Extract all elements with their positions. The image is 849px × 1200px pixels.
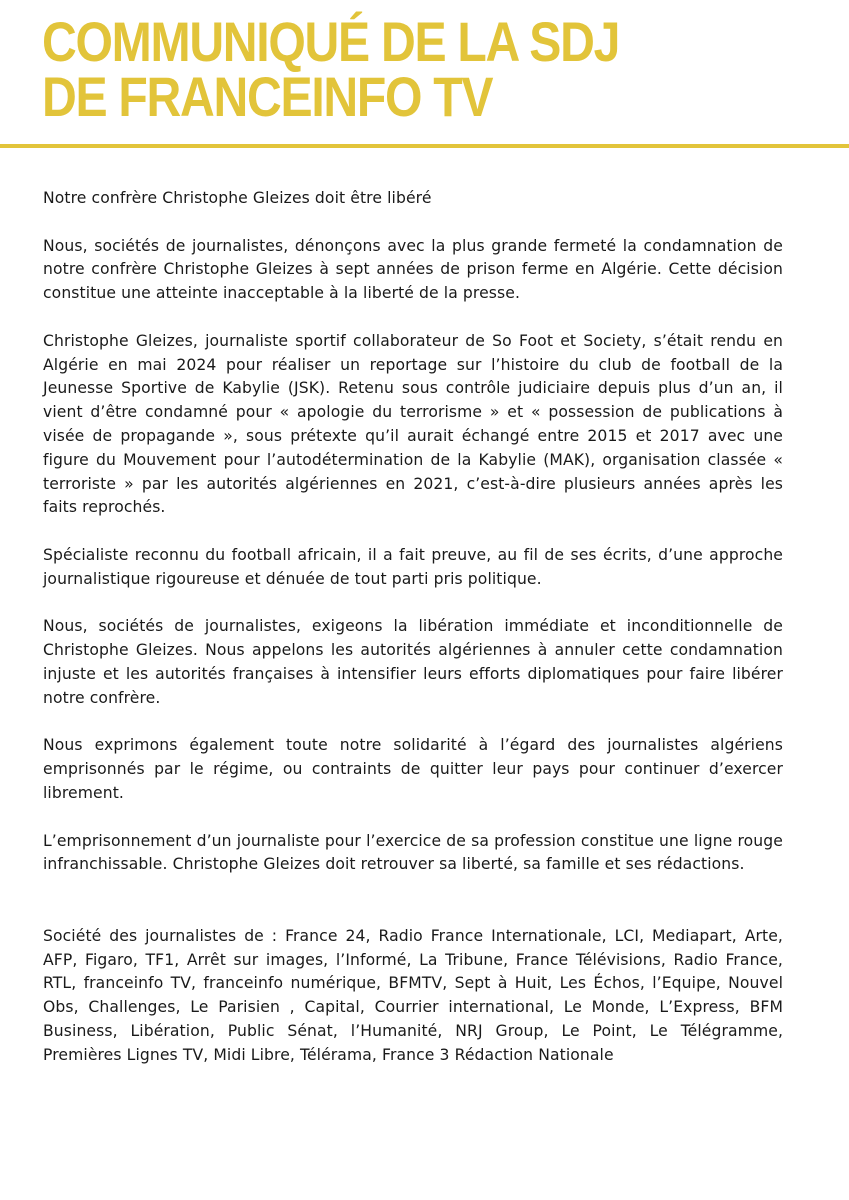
paragraph-specialist: Spécialiste reconnu du football africain, il a fait preuve, au fil de ses écrits, d’une approche journalistique rigoureuse et dénuée de tout parti pris politique.: [43, 545, 783, 588]
paragraph-conclusion: L’emprisonnement d’un journaliste pour l’exercice de sa profession constitue une ligne rouge infranchissable. Christophe Gleizes doit retrouver sa liberté, sa famille et ses rédactions.: [43, 831, 783, 874]
title-line-2: DE FRANCEINFO TV: [42, 65, 493, 128]
lead-sentence: Notre confrère Christophe Gleizes doit être libéré: [43, 189, 432, 207]
signatories-list: Société des journalistes de : France 24, Radio France Internationale, LCI, Mediapart, Arte, AFP, Figaro, TF1, Arrêt sur images, l’Informé, La Tribune, France Télévisions, Radio France, RTL, franceinfo TV, franceinfo numérique, BFMTV, Sept à Huit, Les Échos, l’Equipe, Nouvel Obs, Challenges, Le Parisien , Capital, Courrier international, Le Monde, L’Express, BFM Business, Libération, Public Sénat, l’Humanité, NRJ Group, Le Point, Le Télégramme, Premières Lignes TV, Midi Libre, Télérama, France 3 Rédaction Nationale: [43, 926, 783, 1064]
document-body: [43, 187, 783, 1091]
header-divider: [0, 144, 849, 148]
title-line-1: COMMUNIQUÉ DE LA SDJ: [42, 10, 620, 73]
paragraph-condemnation: Nous, sociétés de journalistes, dénonçons avec la plus grande fermeté la condamnation de notre confrère Christophe Gleizes à sept années de prison ferme en Algérie. Cette décision constitue une atteinte inacceptable à la liberté de la presse.: [43, 236, 783, 303]
document-header: [0, 0, 849, 150]
paragraph-demand: Nous, sociétés de journalistes, exigeons la libération immédiate et inconditionnelle de Christophe Gleizes. Nous appelons les autorités algériennes à annuler cette condamnation injuste et les autorités françaises à intensifier leurs efforts diplomatiques pour faire libérer notre confrère.: [43, 617, 783, 707]
document-title: [42, 10, 620, 128]
paragraph-background: Christophe Gleizes, journaliste sportif collaborateur de So Foot et Society, s’était rendu en Algérie en mai 2024 pour réaliser un reportage sur l’histoire du club de football de la Jeunesse Sportive de Kabylie (JSK). Retenu sous contrôle judiciaire depuis plus d’un an, il vient d’être condamné pour « apologie du terrorisme » et « possession de publications à visée de propagande », sous prétexte qu’il aurait échangé entre 2015 et 2017 avec une figure du Mouvement pour l’autodétermination de la Kabylie (MAK), organisation classée « terroriste » par les autorités algériennes en 2021, c’est-à-dire plusieurs années après les faits reprochés.: [43, 331, 783, 517]
paragraph-solidarity: Nous exprimons également toute notre solidarité à l’égard des journalistes algériens emprisonnés par le régime, ou contraints de quitter leur pays pour continuer d’exercer librement.: [43, 736, 783, 802]
